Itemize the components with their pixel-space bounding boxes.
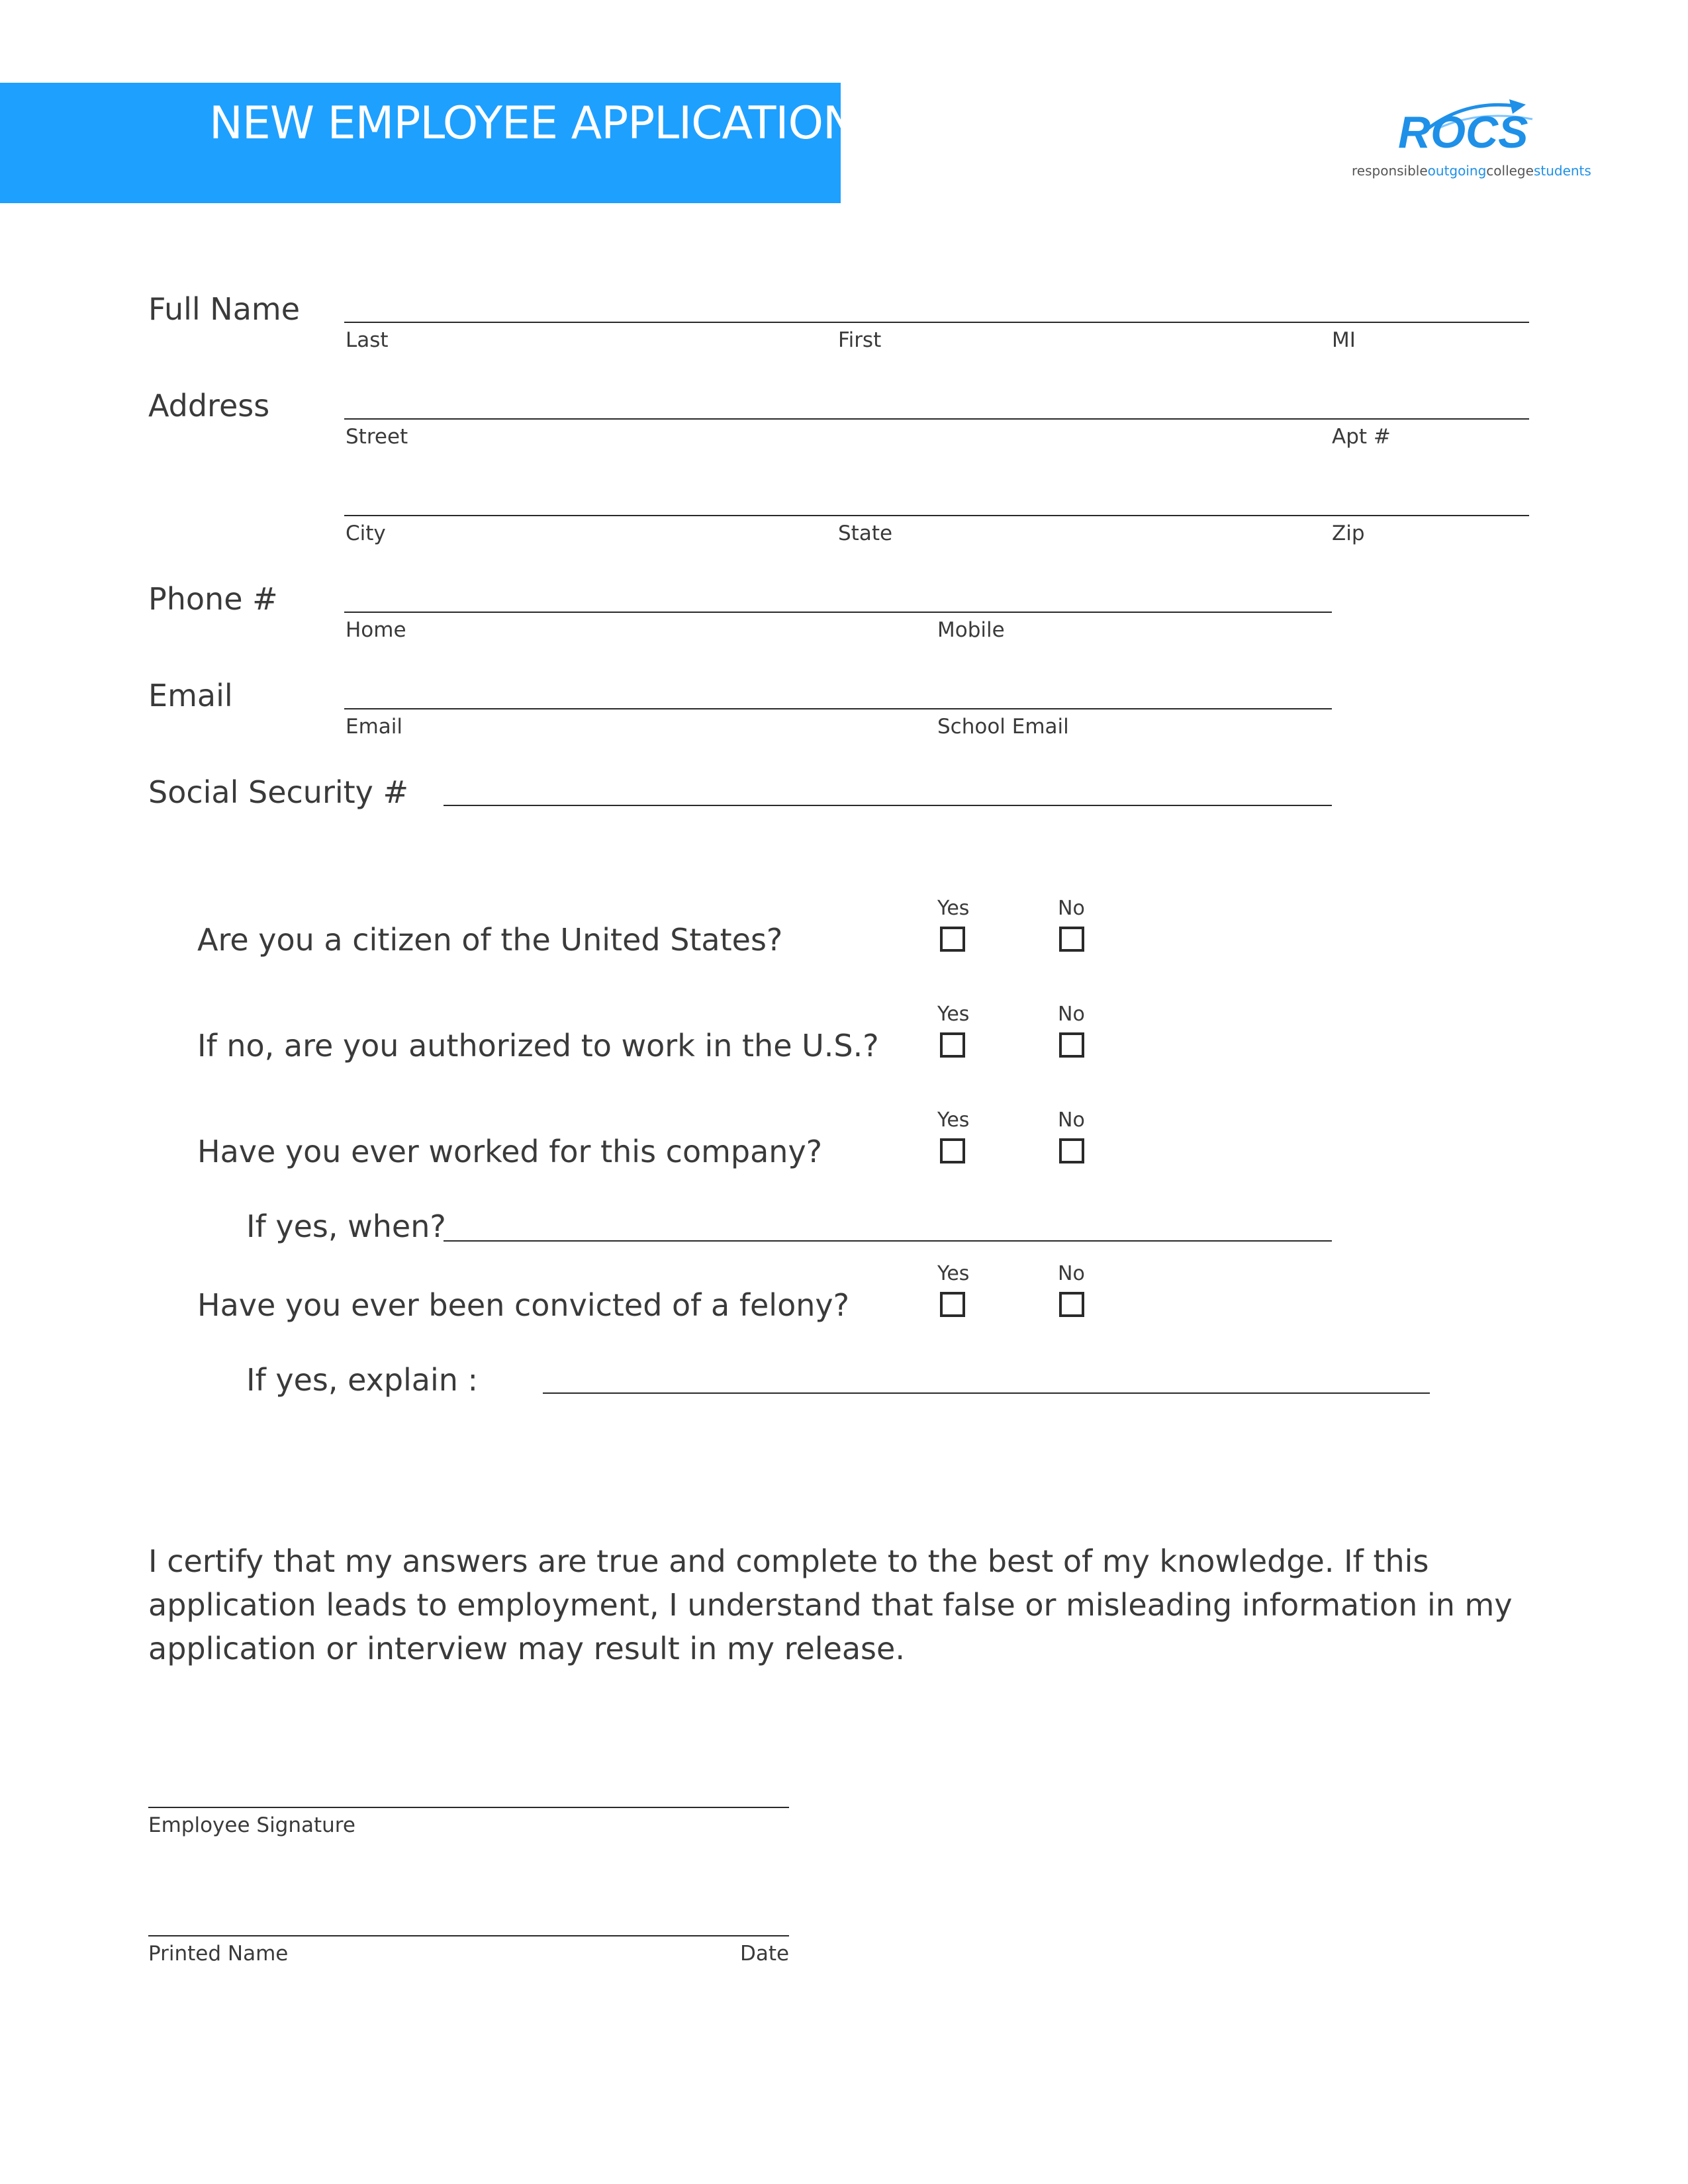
employee-signature-field[interactable] (148, 1807, 789, 1808)
certification-text: I certify that my answers are true and complete to the best of my knowledge. If this application leads to employment, I understand that false or misleading information in my application or interview may result in my release. (148, 1543, 1513, 1666)
employee-signature-label: Employee Signature (148, 1813, 355, 1837)
phone-field[interactable] (344, 612, 1332, 613)
email-field[interactable] (344, 708, 1332, 709)
felony-yes-label: Yes (937, 1262, 970, 1285)
citizen-yes-label: Yes (937, 897, 970, 920)
authorized-yes-label: Yes (937, 1003, 970, 1026)
zip-label: Zip (1332, 522, 1365, 545)
citizen-question: Are you a citizen of the United States? (197, 922, 783, 958)
home-phone-label: Home (346, 618, 406, 642)
printed-name-date-field[interactable] (148, 1935, 789, 1936)
felony-yes-checkbox[interactable] (940, 1292, 965, 1317)
full-name-label: Full Name (148, 291, 300, 327)
authorized-question: If no, are you authorized to work in the U.S.? (197, 1028, 879, 1064)
felony-no-label: No (1058, 1262, 1085, 1285)
logo-tagline-part: college (1486, 163, 1534, 179)
address-label: Address (148, 388, 270, 424)
worked-yes-checkbox[interactable] (940, 1138, 965, 1163)
authorized-yes-checkbox[interactable] (940, 1032, 965, 1058)
worked-before-question: Have you ever worked for this company? (197, 1134, 823, 1169)
street-label: Street (346, 425, 408, 449)
logo-tagline-part: responsible (1352, 163, 1428, 179)
state-label: State (838, 522, 893, 545)
felony-question: Have you ever been convicted of a felony? (197, 1287, 850, 1323)
felony-explain-label: If yes, explain : (246, 1362, 479, 1398)
city-label: City (346, 522, 386, 545)
worked-no-checkbox[interactable] (1059, 1138, 1084, 1163)
logo: ROCS (1398, 107, 1528, 158)
school-email-label: School Email (937, 715, 1069, 739)
felony-explain-field[interactable] (543, 1392, 1430, 1394)
printed-name-label: Printed Name (148, 1942, 289, 1966)
logo-tagline-part: outgoing (1427, 163, 1487, 179)
mobile-phone-label: Mobile (937, 618, 1005, 642)
worked-when-field[interactable] (444, 1240, 1332, 1242)
middle-initial-label: MI (1332, 328, 1356, 352)
ssn-label: Social Security # (148, 774, 409, 810)
page-title: NEW EMPLOYEE APPLICATION (209, 97, 856, 150)
first-name-label: First (838, 328, 882, 352)
authorized-no-label: No (1058, 1003, 1085, 1026)
citizen-yes-checkbox[interactable] (940, 927, 965, 952)
street-field[interactable] (344, 418, 1529, 420)
authorized-no-checkbox[interactable] (1059, 1032, 1084, 1058)
logo-tagline (1352, 163, 1591, 179)
email-label: Email (148, 678, 233, 713)
city-state-zip-field[interactable] (344, 515, 1529, 516)
citizen-no-label: No (1058, 897, 1085, 920)
citizen-no-checkbox[interactable] (1059, 927, 1084, 952)
worked-when-label: If yes, when? (246, 1208, 446, 1244)
date-label: Date (740, 1942, 790, 1966)
logo-tagline-part: students (1533, 163, 1591, 179)
worked-yes-label: Yes (937, 1109, 970, 1132)
last-name-label: Last (346, 328, 389, 352)
full-name-field[interactable] (344, 322, 1529, 323)
apt-label: Apt # (1332, 425, 1391, 449)
ssn-field[interactable] (444, 805, 1332, 806)
email-sub-label: Email (346, 715, 403, 739)
worked-no-label: No (1058, 1109, 1085, 1132)
felony-no-checkbox[interactable] (1059, 1292, 1084, 1317)
phone-label: Phone # (148, 581, 278, 617)
